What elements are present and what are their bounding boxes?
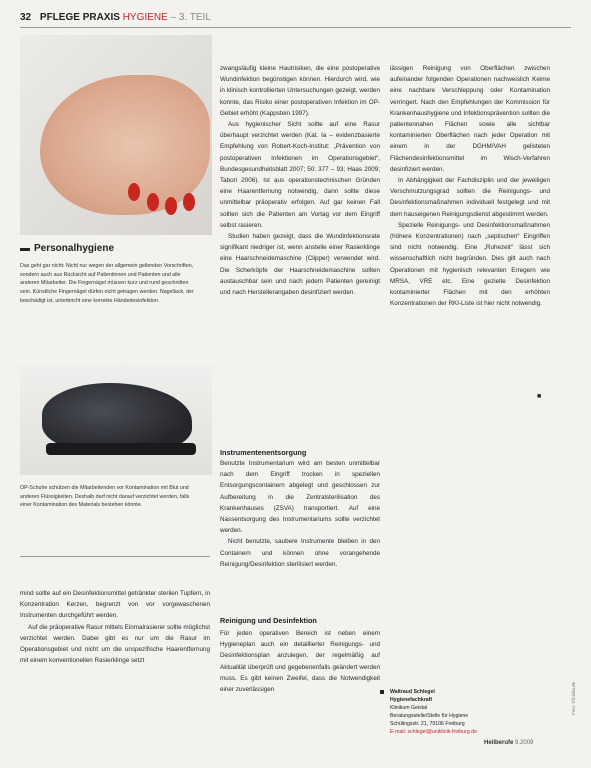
paragraph: zwangsläufig kleine Hautrisiken, die eine postoperative Wundinfektion begünstigen können. Hierdurch wird, wie in klinisch kontrollierten Untersuchungen gezeigt, werden konnte, das Risiko einer postoperativen Infektion im OP-Gebiet erhöht (Kappstein 1997). [220, 65, 380, 117]
fingernail [183, 193, 195, 211]
section-title: PFLEGE PRAXIS [39, 12, 120, 23]
author-address-1: Beratungsstelle/Stelle für Hygiene [390, 713, 469, 719]
author-address-2: Schülingsstr. 21, 79106 Freiburg [390, 721, 465, 727]
paragraph: Spezielle Reinigungs- und Desinfektionsmaßnahmen (höhere Konzentrationen) nach „septischen“ Eingriffen sind nicht notwendig. Eine „Ruhezeit“ lässt sich wissenschaftlich nicht begründen. Dies gilt auch nach Operationen mit hygienisch relevanten Erregern wie MRSA, VRE etc. Eine gezielte Desinfektion kontaminierter Flächen mit den erhöhten Konzentrationen der RKI-Liste ist hier nicht notwendig. [390, 221, 550, 308]
column-2-lower [220, 628, 380, 695]
part-label: – 3. TEIL [167, 12, 211, 23]
paragraph: Für jeden operativen Bereich ist neben einem Hygieneplan auch ein detaillierter Reinigungs- und Desinfektionsplan anzulegen, der regelmäßig auf Aktualität überprüft und gegebenenfalls geändert werden muss. Es gibt keinen Zweifel, dass die Notwendigkeit einer zuverlässigen [220, 630, 380, 694]
topic-title: HYGIENE [122, 12, 168, 23]
column-3 [390, 63, 550, 309]
shoe-sole [46, 443, 196, 455]
issue-number: 9.2009 [515, 740, 534, 746]
paragraph: mind sollte auf ein Desinfektionsmittel getränkter sterilen Tupfern, in Konzentration Kerzen, begrenzt von vor vorgewaschenen Instrumenten durchgeführt werden. [20, 590, 210, 620]
paragraph: In Abhängigkeit der Fachdisziplin und der jeweiligen Verschmutzungsgrad sollten die Reinigungs- und Desinfektionsmaßnahmen individuell festgelegt und mit dem hauseigenen Reinigungsdienst abgestimmt werden. [390, 177, 550, 218]
fingernail [165, 197, 177, 215]
sidebar-text: Das geht gar nicht: Nicht nur wegen der allgemein geltenden Vorschriften, sondern auch aus Rücksicht auf Patientinnen und Patienten und alle anderen Mitarbeiter. Die Fingernägel müssen kurz und rund geschnitten sein. Künstliche Fingernägel dürfen nicht getragen werden. Nagellack, der beschädigt ist, unterbricht eine korrekte Händedesinfektion. [20, 263, 194, 304]
author-name: Waltraud Schlegel [390, 689, 435, 695]
paragraph: Benutzte Instrumentarium wird am besten unmittelbar nach dem Eingriff trocken in speziellen Entsorgungscontainern abgelegt und geschlossen zur Aufbereitung in die Zentralsterilisation des Krankenhauses (ZSVA) transportiert. Auf eine Nassentsorgung des Instrumentariums sollte verzichtet werden. [220, 460, 380, 535]
photo-credit: Foto: ©fotolia.de [571, 681, 576, 715]
author-org: Klinikum Geistal [390, 705, 428, 711]
paragraph: Aus hygienischer Sicht sollte auf eine Rasur überhaupt verzichtet werden (Kat. Ia – evidenzbasierte Empfehlung von Robert-Koch-Institut: „Prävention von postoperativen Infektionen im Operationsgebiet“, Bundesgesundheitsblatt 2007; 50: 377 – 93; Haas 2009; Tabori 2006). Ist aus operationstechnischen Gründen eine Haarentfernung notwendig, dann sollte diese unmittelbar präoperativ erfolgen. Auf gar keinen Fall sollten sich die Patienten am Vortag vor dem Eingriff selbst rasieren. [220, 121, 380, 229]
column-1-lower [20, 588, 210, 666]
heading-instruments: Instrumentenentsorgung [220, 448, 307, 457]
heading-cleaning: Reinigung und Desinfektion [220, 616, 317, 625]
column-2-middle [220, 458, 380, 570]
page-number: 32 [20, 12, 32, 23]
author-contact [390, 688, 530, 736]
fingernail [147, 193, 159, 211]
column-2-upper [220, 63, 380, 298]
header-rule [20, 27, 571, 28]
page-footer [484, 740, 533, 746]
paragraph: lässigen Reinigung von Oberflächen zwischen aufeinander folgenden Operationen nachweislich Keime eine nachbare Verschleppung oder Kontamination verringert. Nach den Empfehlungen der Kommission für Krankenhaushygiene und Infektionsprävention sollten die patientennahen Flächen sowie alle sichtbar kontaminierten Oberflächen nach jeder Operation mit einem in der DGHM/VAH gelisteten Flächendesinfektionsmittel im Wisch-Verfahren desinfiziert werden. [390, 65, 550, 173]
author-email[interactable]: E-mail: schlegel@uniklinik-freiburg.de [390, 729, 477, 735]
sidebar-rule [20, 556, 210, 557]
hand-photo [20, 35, 212, 235]
end-of-article-mark: ■ [537, 393, 542, 400]
shoe-caption: OP-Schuhe schützen die Mitarbeitenden vor Kontamination mit Blut und anderen Flüssigkeiten. Deshalb darf nicht darauf verzichtet werden, falls einer Kontamination des Materials bestehen könnte. [20, 485, 190, 508]
shoe-photo [20, 365, 212, 475]
paragraph: Nicht benutzte, saubere Instrumente bleiben in den Containern und können ohne vorangehende Reinigung/Desinfektion sterilisiert werden. [220, 538, 380, 568]
fingernail [128, 183, 140, 201]
author-title: Hygienefachkraft [390, 697, 433, 703]
paragraph: Studien haben gezeigt, dass die Wundinfektionsrate signifikant niedriger ist, wenn anstelle einer Rasierklinge eine Haarschneidemaschine (Clipper) verwendet wird. Die Scherköpfe der Haarschneidemaschine sollten austauschbar sein und nach jedem Patienten gereinigt und nach Herstellerangaben desinfiziert werden. [220, 233, 380, 297]
sidebar-heading: Personalhygiene [34, 243, 115, 254]
magazine-name: Heilberufe [484, 740, 514, 746]
paragraph: Auf die präoperative Rasur mittels Einmalrasierer sollte möglichst verzichtet werden. Dabei gibt es nur um die Rasur im Operationsgebiet und nicht um die unspezifische Haarentfernung mit einem konventionellen Rasierklinge setzt [20, 623, 210, 665]
page-header [20, 12, 211, 23]
